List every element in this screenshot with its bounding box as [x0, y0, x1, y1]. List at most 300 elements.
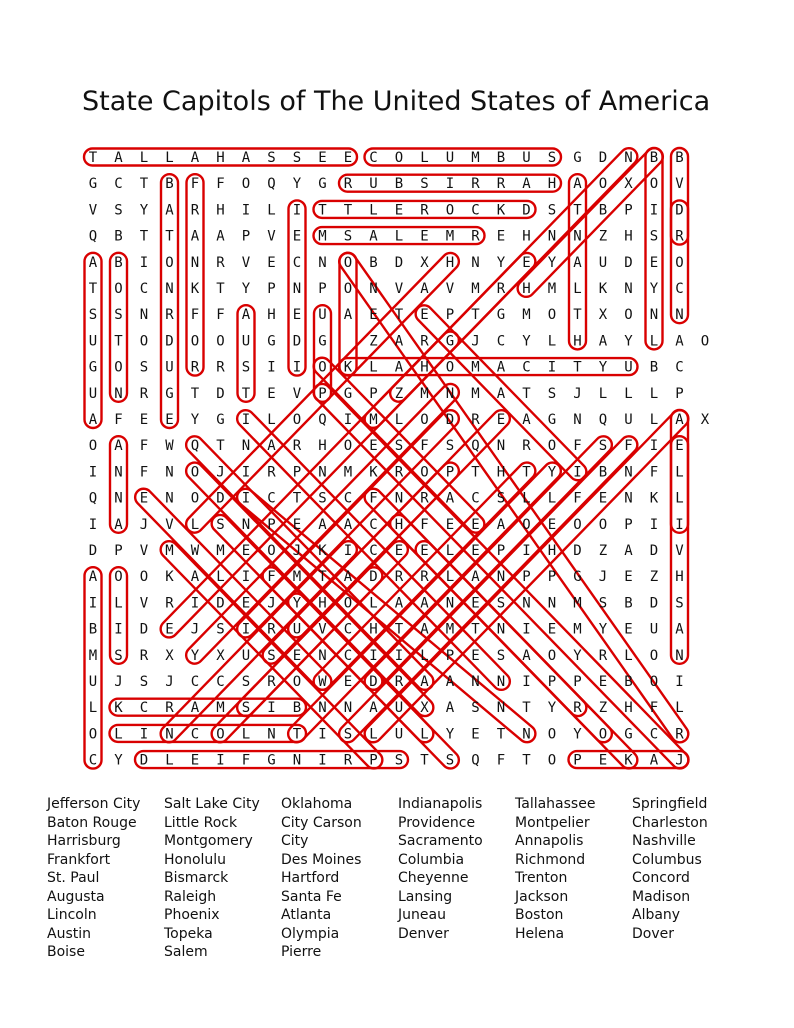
grid-letter[interactable]: A [165, 202, 174, 219]
grid-letter[interactable]: U [394, 700, 404, 717]
grid-letter[interactable]: Y [241, 281, 251, 297]
grid-letter[interactable]: O [649, 647, 659, 664]
grid-letter[interactable]: B [88, 621, 98, 638]
grid-letter[interactable]: C [369, 543, 378, 559]
grid-letter[interactable]: R [394, 569, 404, 586]
grid-letter[interactable]: C [88, 752, 98, 769]
grid-letter[interactable]: H [547, 176, 557, 193]
grid-letter[interactable]: O [216, 333, 225, 350]
grid-letter[interactable]: U [369, 176, 378, 193]
grid-letter[interactable]: T [522, 752, 531, 769]
grid-letter[interactable]: I [675, 516, 684, 533]
grid-letter[interactable]: H [624, 700, 633, 717]
grid-letter[interactable]: O [649, 176, 659, 193]
grid-letter[interactable]: L [394, 412, 404, 428]
grid-letter[interactable]: E [496, 228, 506, 245]
grid-letter[interactable]: P [369, 752, 378, 769]
grid-letter[interactable]: E [496, 412, 506, 428]
grid-letter[interactable]: M [420, 385, 429, 402]
grid-letter[interactable]: N [624, 281, 633, 297]
grid-letter[interactable]: N [675, 647, 684, 664]
grid-letter[interactable]: A [445, 700, 455, 717]
grid-letter[interactable]: A [496, 385, 506, 402]
grid-letter[interactable]: L [114, 726, 123, 743]
grid-letter[interactable]: F [496, 752, 506, 769]
grid-letter[interactable]: D [573, 543, 582, 559]
grid-letter[interactable]: I [216, 752, 225, 769]
grid-letter[interactable]: N [369, 281, 378, 297]
grid-letter[interactable]: A [241, 307, 251, 324]
grid-letter[interactable]: A [445, 674, 455, 690]
grid-letter[interactable]: S [649, 228, 659, 245]
grid-letter[interactable]: L [369, 202, 378, 219]
grid-letter[interactable]: I [241, 464, 251, 481]
grid-letter[interactable]: L [624, 647, 633, 664]
grid-letter[interactable]: C [114, 176, 123, 193]
grid-letter[interactable]: A [598, 333, 608, 350]
grid-letter[interactable]: V [165, 516, 174, 533]
grid-letter[interactable]: R [420, 490, 429, 507]
grid-letter[interactable]: N [573, 412, 582, 428]
grid-letter[interactable]: N [241, 516, 251, 533]
grid-letter[interactable]: N [496, 569, 506, 586]
grid-letter[interactable]: X [598, 307, 608, 324]
grid-letter[interactable]: T [88, 281, 98, 297]
grid-letter[interactable]: R [573, 700, 582, 717]
grid-letter[interactable]: O [624, 307, 633, 324]
grid-letter[interactable]: B [292, 700, 302, 717]
grid-letter[interactable]: K [496, 202, 506, 219]
grid-letter[interactable]: T [394, 307, 404, 324]
grid-letter[interactable]: O [241, 176, 251, 193]
grid-letter[interactable]: N [165, 464, 174, 481]
grid-letter[interactable]: L [547, 490, 557, 507]
grid-letter[interactable]: R [190, 359, 200, 376]
grid-letter[interactable]: L [624, 385, 633, 402]
grid-letter[interactable]: A [318, 516, 327, 533]
grid-letter[interactable]: C [139, 700, 149, 717]
grid-letter[interactable]: E [165, 621, 174, 638]
grid-letter[interactable]: M [573, 621, 582, 638]
grid-letter[interactable]: Q [267, 176, 276, 193]
grid-letter[interactable]: V [318, 621, 327, 638]
grid-letter[interactable]: R [165, 595, 174, 612]
grid-letter[interactable]: U [241, 647, 251, 664]
grid-letter[interactable]: S [241, 359, 251, 376]
grid-letter[interactable]: S [471, 700, 480, 717]
grid-letter[interactable]: C [267, 490, 276, 507]
grid-letter[interactable]: I [318, 726, 327, 743]
grid-letter[interactable]: H [624, 228, 633, 245]
grid-letter[interactable]: I [241, 202, 251, 219]
grid-letter[interactable]: E [394, 543, 404, 559]
grid-letter[interactable]: P [241, 228, 251, 245]
grid-letter[interactable]: N [624, 150, 633, 166]
grid-letter[interactable]: M [216, 543, 225, 559]
grid-letter[interactable]: I [522, 674, 531, 690]
grid-letter[interactable]: L [369, 595, 378, 612]
grid-letter[interactable]: O [700, 333, 710, 350]
grid-letter[interactable]: A [420, 595, 429, 612]
grid-letter[interactable]: V [675, 543, 684, 559]
grid-letter[interactable]: I [139, 254, 149, 271]
grid-letter[interactable]: I [649, 438, 659, 455]
grid-letter[interactable]: F [139, 464, 149, 481]
grid-letter[interactable]: P [547, 674, 557, 690]
grid-letter[interactable]: O [114, 359, 123, 376]
grid-letter[interactable]: M [369, 412, 378, 428]
grid-letter[interactable]: S [598, 595, 608, 612]
grid-letter[interactable]: O [139, 333, 149, 350]
grid-letter[interactable]: R [496, 281, 506, 297]
grid-letter[interactable]: R [216, 359, 225, 376]
grid-letter[interactable]: S [216, 621, 225, 638]
grid-letter[interactable]: R [471, 176, 480, 193]
grid-letter[interactable]: C [190, 674, 200, 690]
grid-letter[interactable]: T [343, 202, 353, 219]
grid-letter[interactable]: E [420, 543, 429, 559]
grid-letter[interactable]: H [522, 228, 531, 245]
grid-letter[interactable]: T [114, 333, 123, 350]
grid-letter[interactable]: N [522, 595, 531, 612]
grid-letter[interactable]: A [190, 700, 200, 717]
grid-letter[interactable]: P [675, 385, 684, 402]
grid-letter[interactable]: V [88, 202, 98, 219]
grid-letter[interactable]: L [675, 490, 684, 507]
grid-letter[interactable]: E [139, 490, 149, 507]
grid-letter[interactable]: A [420, 621, 429, 638]
grid-letter[interactable]: A [649, 752, 659, 769]
grid-letter[interactable]: S [88, 307, 98, 324]
grid-letter[interactable]: P [267, 281, 276, 297]
grid-letter[interactable]: A [675, 621, 684, 638]
grid-letter[interactable]: S [114, 307, 123, 324]
grid-letter[interactable]: S [216, 516, 225, 533]
grid-letter[interactable]: I [445, 176, 455, 193]
grid-letter[interactable]: P [318, 385, 327, 402]
grid-letter[interactable]: J [573, 385, 582, 402]
grid-letter[interactable]: A [445, 490, 455, 507]
grid-letter[interactable]: S [292, 150, 302, 166]
grid-letter[interactable]: M [165, 543, 174, 559]
grid-letter[interactable]: N [496, 674, 506, 690]
grid-letter[interactable]: P [522, 569, 531, 586]
grid-letter[interactable]: J [598, 569, 608, 586]
grid-letter[interactable]: D [165, 333, 174, 350]
grid-letter[interactable]: C [343, 490, 353, 507]
grid-letter[interactable]: J [292, 543, 302, 559]
grid-letter[interactable]: R [267, 674, 276, 690]
grid-letter[interactable]: L [267, 202, 276, 219]
grid-letter[interactable]: L [88, 700, 98, 717]
grid-letter[interactable]: R [139, 647, 149, 664]
grid-letter[interactable]: I [522, 543, 531, 559]
grid-letter[interactable]: X [420, 254, 429, 271]
grid-letter[interactable]: O [598, 176, 608, 193]
grid-letter[interactable]: I [114, 621, 123, 638]
grid-letter[interactable]: V [241, 254, 251, 271]
grid-letter[interactable]: P [496, 543, 506, 559]
grid-letter[interactable]: E [547, 621, 557, 638]
grid-letter[interactable]: Z [649, 569, 659, 586]
grid-letter[interactable]: E [598, 490, 608, 507]
grid-letter[interactable]: O [292, 674, 302, 690]
grid-letter[interactable]: W [190, 543, 200, 559]
grid-letter[interactable]: M [471, 385, 480, 402]
grid-letter[interactable]: R [343, 176, 353, 193]
grid-letter[interactable]: I [343, 412, 353, 428]
grid-letter[interactable]: H [216, 150, 225, 166]
grid-letter[interactable]: J [267, 595, 276, 612]
grid-letter[interactable]: T [496, 726, 506, 743]
grid-letter[interactable]: Y [547, 254, 557, 271]
grid-letter[interactable]: U [165, 359, 174, 376]
grid-letter[interactable]: T [573, 307, 582, 324]
grid-letter[interactable]: G [547, 412, 557, 428]
grid-letter[interactable]: Y [445, 726, 455, 743]
grid-letter[interactable]: U [88, 385, 98, 402]
grid-letter[interactable]: I [318, 752, 327, 769]
grid-letter[interactable]: O [216, 726, 225, 743]
grid-letter[interactable]: S [267, 150, 276, 166]
grid-letter[interactable]: I [88, 516, 98, 533]
grid-letter[interactable]: Z [598, 700, 608, 717]
grid-letter[interactable]: O [420, 412, 429, 428]
grid-letter[interactable]: O [343, 438, 353, 455]
grid-letter[interactable]: X [624, 176, 633, 193]
grid-letter[interactable]: S [318, 490, 327, 507]
grid-letter[interactable]: J [471, 333, 480, 350]
grid-letter[interactable]: M [445, 621, 455, 638]
grid-letter[interactable]: F [573, 438, 582, 455]
grid-letter[interactable]: N [139, 307, 149, 324]
grid-letter[interactable]: N [675, 307, 684, 324]
grid-letter[interactable]: A [267, 438, 276, 455]
grid-letter[interactable]: S [445, 438, 455, 455]
grid-letter[interactable]: Y [649, 281, 659, 297]
grid-letter[interactable]: N [165, 726, 174, 743]
grid-letter[interactable]: T [216, 438, 225, 455]
grid-letter[interactable]: V [292, 385, 302, 402]
grid-letter[interactable]: T [471, 621, 480, 638]
grid-letter[interactable]: X [165, 647, 174, 664]
grid-letter[interactable]: G [318, 176, 327, 193]
grid-letter[interactable]: V [675, 176, 684, 193]
grid-letter[interactable]: C [190, 726, 200, 743]
grid-letter[interactable]: P [624, 202, 633, 219]
grid-letter[interactable]: L [216, 569, 225, 586]
grid-letter[interactable]: J [139, 516, 149, 533]
grid-letter[interactable]: N [318, 464, 327, 481]
grid-letter[interactable]: N [445, 595, 455, 612]
grid-letter[interactable]: H [318, 595, 327, 612]
grid-letter[interactable]: D [292, 333, 302, 350]
grid-letter[interactable]: C [216, 674, 225, 690]
grid-letter[interactable]: V [139, 595, 149, 612]
grid-letter[interactable]: A [114, 438, 123, 455]
grid-letter[interactable]: I [675, 674, 684, 690]
grid-letter[interactable]: E [369, 307, 378, 324]
grid-letter[interactable]: N [318, 647, 327, 664]
grid-letter[interactable]: D [369, 674, 378, 690]
grid-letter[interactable]: A [88, 412, 98, 428]
grid-letter[interactable]: M [216, 700, 225, 717]
grid-letter[interactable]: V [139, 543, 149, 559]
grid-letter[interactable]: E [471, 595, 480, 612]
grid-letter[interactable]: Z [394, 385, 404, 402]
grid-letter[interactable]: O [88, 438, 98, 455]
grid-letter[interactable]: O [190, 490, 200, 507]
grid-letter[interactable]: E [267, 254, 276, 271]
grid-letter[interactable]: O [420, 464, 429, 481]
grid-letter[interactable]: O [114, 281, 123, 297]
grid-letter[interactable]: Q [88, 228, 98, 245]
grid-letter[interactable]: E [241, 595, 251, 612]
grid-letter[interactable]: B [624, 674, 633, 690]
grid-letter[interactable]: N [547, 228, 557, 245]
grid-letter[interactable]: L [573, 281, 582, 297]
grid-letter[interactable]: F [649, 464, 659, 481]
grid-letter[interactable]: U [445, 150, 455, 166]
grid-letter[interactable]: U [522, 150, 531, 166]
grid-letter[interactable]: O [598, 516, 608, 533]
grid-letter[interactable]: I [241, 490, 251, 507]
grid-letter[interactable]: K [114, 700, 123, 717]
grid-letter[interactable]: C [343, 621, 353, 638]
grid-letter[interactable]: A [190, 569, 200, 586]
grid-letter[interactable]: Y [573, 647, 582, 664]
grid-letter[interactable]: C [369, 150, 378, 166]
grid-letter[interactable]: D [216, 385, 225, 402]
grid-letter[interactable]: G [267, 333, 276, 350]
grid-letter[interactable]: A [394, 359, 404, 376]
grid-letter[interactable]: O [598, 726, 608, 743]
grid-letter[interactable]: J [216, 464, 225, 481]
grid-letter[interactable]: P [267, 516, 276, 533]
grid-letter[interactable]: T [88, 150, 98, 166]
grid-letter[interactable]: T [139, 176, 149, 193]
grid-letter[interactable]: R [267, 464, 276, 481]
grid-letter[interactable]: N [394, 490, 404, 507]
grid-letter[interactable]: R [292, 438, 302, 455]
grid-letter[interactable]: R [420, 333, 429, 350]
grid-letter[interactable]: O [547, 438, 557, 455]
grid-letter[interactable]: Q [471, 752, 480, 769]
grid-letter[interactable]: B [649, 359, 659, 376]
grid-letter[interactable]: L [675, 464, 684, 481]
grid-letter[interactable]: L [420, 150, 429, 166]
grid-letter[interactable]: E [598, 752, 608, 769]
grid-letter[interactable]: S [547, 150, 557, 166]
grid-letter[interactable]: P [573, 674, 582, 690]
grid-letter[interactable]: H [445, 254, 455, 271]
grid-letter[interactable]: O [190, 333, 200, 350]
grid-letter[interactable]: F [190, 176, 200, 193]
grid-letter[interactable]: P [573, 752, 582, 769]
grid-letter[interactable]: T [573, 359, 582, 376]
grid-letter[interactable]: I [649, 202, 659, 219]
grid-letter[interactable]: I [241, 412, 251, 428]
grid-letter[interactable]: M [573, 595, 582, 612]
grid-letter[interactable]: T [522, 385, 531, 402]
grid-letter[interactable]: N [114, 490, 123, 507]
grid-letter[interactable]: I [88, 595, 98, 612]
grid-letter[interactable]: T [522, 464, 531, 481]
grid-letter[interactable]: I [241, 621, 251, 638]
grid-letter[interactable]: O [675, 254, 684, 271]
grid-letter[interactable]: L [394, 228, 404, 245]
grid-letter[interactable]: Y [624, 333, 633, 350]
grid-letter[interactable]: O [88, 726, 98, 743]
grid-letter[interactable]: C [369, 516, 378, 533]
grid-letter[interactable]: Z [369, 333, 378, 350]
grid-letter[interactable]: A [573, 176, 582, 193]
grid-letter[interactable]: E [292, 228, 302, 245]
grid-letter[interactable]: N [241, 438, 251, 455]
grid-letter[interactable]: A [343, 569, 353, 586]
grid-letter[interactable]: B [598, 202, 608, 219]
grid-letter[interactable]: E [471, 543, 480, 559]
grid-letter[interactable]: N [624, 490, 633, 507]
grid-letter[interactable]: C [471, 490, 480, 507]
grid-letter[interactable]: T [471, 464, 480, 481]
grid-letter[interactable]: B [496, 150, 506, 166]
grid-letter[interactable]: R [165, 307, 174, 324]
grid-letter[interactable]: O [318, 359, 327, 376]
grid-letter[interactable]: R [522, 438, 531, 455]
grid-letter[interactable]: E [522, 254, 531, 271]
grid-letter[interactable]: O [547, 307, 557, 324]
grid-letter[interactable]: N [522, 726, 531, 743]
grid-letter[interactable]: E [445, 516, 455, 533]
grid-letter[interactable]: F [420, 438, 429, 455]
grid-letter[interactable]: N [496, 438, 506, 455]
grid-letter[interactable]: Z [598, 543, 608, 559]
grid-letter[interactable]: Y [292, 595, 302, 612]
grid-letter[interactable]: U [624, 412, 633, 428]
grid-letter[interactable]: M [471, 281, 480, 297]
grid-letter[interactable]: D [139, 621, 149, 638]
grid-letter[interactable]: H [522, 281, 531, 297]
grid-letter[interactable]: N [471, 674, 480, 690]
grid-letter[interactable]: L [165, 752, 174, 769]
grid-letter[interactable]: S [675, 595, 684, 612]
grid-letter[interactable]: D [598, 150, 608, 166]
grid-letter[interactable]: G [88, 176, 98, 193]
grid-letter[interactable]: I [292, 202, 302, 219]
grid-letter[interactable]: J [114, 674, 123, 690]
grid-letter[interactable]: A [522, 412, 531, 428]
grid-letter[interactable]: H [496, 464, 506, 481]
grid-letter[interactable]: Y [598, 359, 608, 376]
grid-letter[interactable]: Q [598, 412, 608, 428]
grid-letter[interactable]: M [343, 464, 353, 481]
grid-letter[interactable]: U [241, 333, 251, 350]
grid-letter[interactable]: E [420, 307, 429, 324]
grid-letter[interactable]: I [547, 359, 557, 376]
grid-letter[interactable]: K [318, 543, 327, 559]
grid-letter[interactable]: T [522, 700, 531, 717]
grid-letter[interactable]: E [165, 412, 174, 428]
grid-letter[interactable]: D [624, 254, 633, 271]
grid-letter[interactable]: S [139, 674, 149, 690]
grid-letter[interactable]: U [88, 674, 98, 690]
grid-letter[interactable]: O [445, 202, 455, 219]
grid-letter[interactable]: A [88, 569, 98, 586]
grid-letter[interactable]: A [190, 150, 200, 166]
grid-letter[interactable]: D [216, 490, 225, 507]
grid-letter[interactable]: N [318, 700, 327, 717]
